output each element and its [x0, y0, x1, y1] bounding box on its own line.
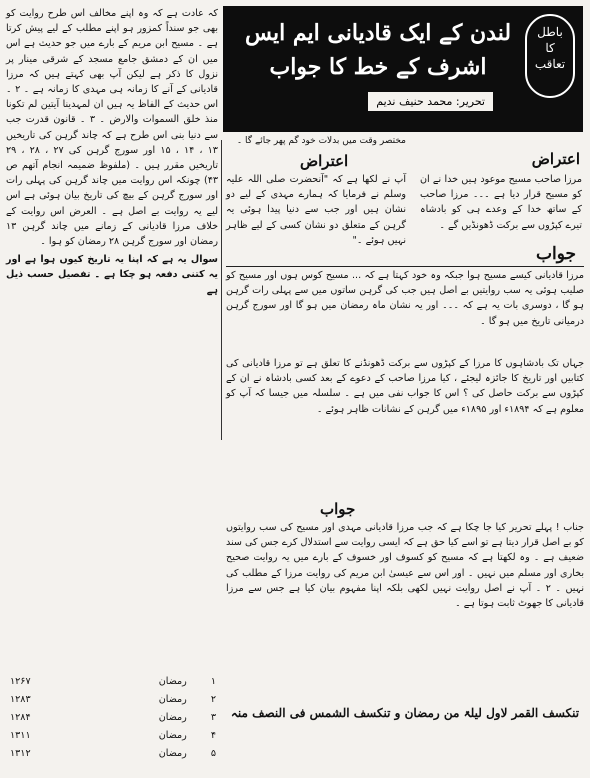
right-objection-text: مرزا صاحب مسیح موعود ہیں خدا نے ان کو مسیح قرار دیا ہے ۔۔۔ مرزا صاحب کے ساتھ خدا کے وعدے ہی کو بادشاہ تیرے کپڑوں سے برکت ڈھونڈیں گے ۔: [420, 174, 582, 231]
row-number: ۳: [210, 711, 216, 723]
column-seal: [525, 14, 575, 98]
article-title: لندن کے ایک قادیانی ایم ایس اشرف کے خط کا جواب: [244, 20, 512, 80]
mid-objection-text: آپ نے لکھا ہے کہ "آنحضرت صلی اللہ علیہ وسلم نے فرمایا کہ ہمارے مہدی کے لیے دو نشان ہیں اور جب سے دنیا پیدا ہوئی یہ گرہن کے متعلق دو نشان کسی کے لیے ظاہر نہیں ہوئے ۔": [226, 174, 406, 246]
table-row: [8, 726, 218, 744]
years-list-intro: سوال یہ ہے کہ اپنا یہ تاریخ کیوں ہوا ہے اور یہ کتنی دفعہ ہو چکا ہے ۔ تفصیل حسب ذیل ہے: [6, 254, 218, 296]
arabic-quotation: تنکسف القمر لاول لیلۃ من رمضان و تنکسف الشمس فی النصف منہ: [230, 706, 580, 720]
table-row: [8, 690, 218, 708]
second-answer-text: جناب ! پہلے تحریر کیا جا چکا ہے کہ جب مرزا قادیانی مہدی اور مسیح کی سب روایتوں کو بے اصل قرار دیتا ہے تو اسے کیا حق ہے کہ ایسی روایت سے استدلال کرے جس کی سند ضعیف ہے ۔ وہ لکھتا ہے کہ مسیح کو کسوف اور خسوف کے بارے میں یہ روایت صحیح بخاری اور مسلم میں نہیں ۔ اور اس سے عیسیٰ ابن مریم کی روایت مرزا کے مطلب کی نہیں ۔ ۲ ۔ آپ نے اصل روایت نہیں لکھی بلکہ اپنا مفہوم بیان کیا ہے جس سے مرزا قادیانی کا جھوٹ ثابت ہوتا ہے ۔: [226, 522, 584, 610]
table-row: [8, 708, 218, 726]
left-column: [6, 6, 218, 666]
table-row: [8, 672, 218, 690]
title-banner: [223, 6, 583, 132]
row-month: رمضان: [158, 729, 187, 741]
byline: تحریر: محمد حنیف ندیم: [368, 92, 493, 111]
mid-intro: مختصر وقت میں بدلات خود گم پھر جائے گا ۔: [236, 136, 406, 146]
row-number: ۴: [210, 729, 216, 741]
second-answer-heading: جواب: [320, 500, 356, 518]
seal-line: باطل: [537, 25, 563, 39]
table-row: [8, 744, 218, 762]
row-number: ۲: [210, 693, 216, 705]
row-year: ۱۲۶۷: [10, 675, 31, 687]
section-rule: [226, 266, 584, 267]
objection-heading-right: اعتراض: [531, 150, 580, 168]
row-month: رمضان: [158, 675, 187, 687]
answer-text: مرزا قادیانی کیسے مسیح ہوا جبکہ وہ خود کہتا ہے کہ ... مسیح کوس ہوں اور مسیح کو صلیب ہوئی یہ سب روایتیں بے اصل ہیں جب کی گرہن ساتوں میں سے پہلی رات گرہن ہو گا ، دوسری بات یہ ہے کہ ۔۔۔ اور یہ نشان ماہ رمضان میں ہو گا اور سورج گرہن درمیانی تاریخ میں ہو گا ۔: [226, 270, 584, 327]
row-month: رمضان: [158, 747, 187, 759]
row-year: ۱۳۱۱: [10, 729, 31, 741]
row-year: ۱۳۱۲: [10, 747, 31, 759]
row-number: ۵: [210, 747, 216, 759]
row-year: ۱۲۸۴: [10, 711, 31, 723]
objection-heading-mid: اعتراض: [300, 152, 349, 170]
column-divider: [221, 140, 222, 440]
left-column-text: کہ عادت ہے کہ وہ اپنے مخالف اس طرح روایت کو بھی جو سنداً کمزور ہو اپنے مطلب کے لیے پیش کرتا ہے ۔ مسیح ابن مریم کے بارے میں جو حدیث ہے اس میں ان کے دمشق جامع مسجد کے شرقی مینار پر نزول کا ذکر ہے لیکن آپ بھی کہتے ہیں کہ مرزا قادیانی کے آنے کا زمانہ ہی مہدی کا زمانہ ہے ۔ ۲ ۔ اس حدیث کے الفاظ یہ ہیں ان لمہدینا آیتین لم تکونا منذ خلق السموات والارض ۔ ۳ ۔ قانون قدرت جب سے دنیا بنی اس طرح ہے کہ چاند گرہن کی تاریخیں ۱۳ ، ۱۴ ، ۱۵ اور سورج گرہن کی ۲۷ ، ۲۸ ، ۲۹ تاریخیں مقرر ہیں ۔ (ملفوظ ضمیمہ انجام آتھم ص ۴۳) چونکہ اس روایت میں چاند گرہن کی پہلی رات اور سورج گرہن کے بیچ کی تاریخ بیان ہوئی ہے اس لیے یہ روایت بے اصل ہے ۔ العرض اس روایت کے خلاف مرزا قادیانی کے زمانے میں چاند گرہن ۱۳ رمضان اور سورج گرہن ۲۸ رمضان کو ہوا ۔: [6, 8, 218, 248]
wide-body-text: جہاں تک بادشاہوں کا مرزا کے کپڑوں سے برکت ڈھونڈنے کا تعلق ہے تو مرزا قادیانی کی کتابیں اور تاریخ کا جائزہ لیجئے ، کیا مرزا صاحب کے دعوے کے بعد کسی بادشاہ نے ان کے کپڑوں سے برکت حاصل کی ؟ اس کا جواب نفی میں ہے ۔ سلسلہ میں جیسا کہ آپ کو معلوم ہے کہ ۱۸۹۴ء اور ۱۸۹۵ء میں گرہن کے نشانات ظاہر ہوئے ۔: [226, 358, 584, 415]
answer-heading: جواب: [535, 244, 576, 264]
row-month: رمضان: [158, 693, 187, 705]
eclipse-years-table: [8, 672, 218, 762]
row-year: ۱۲۸۳: [10, 693, 31, 705]
seal-line: تعاقب: [534, 57, 566, 71]
row-number: ۱: [210, 675, 216, 687]
row-month: رمضان: [158, 711, 187, 723]
seal-line: کا: [545, 41, 555, 55]
